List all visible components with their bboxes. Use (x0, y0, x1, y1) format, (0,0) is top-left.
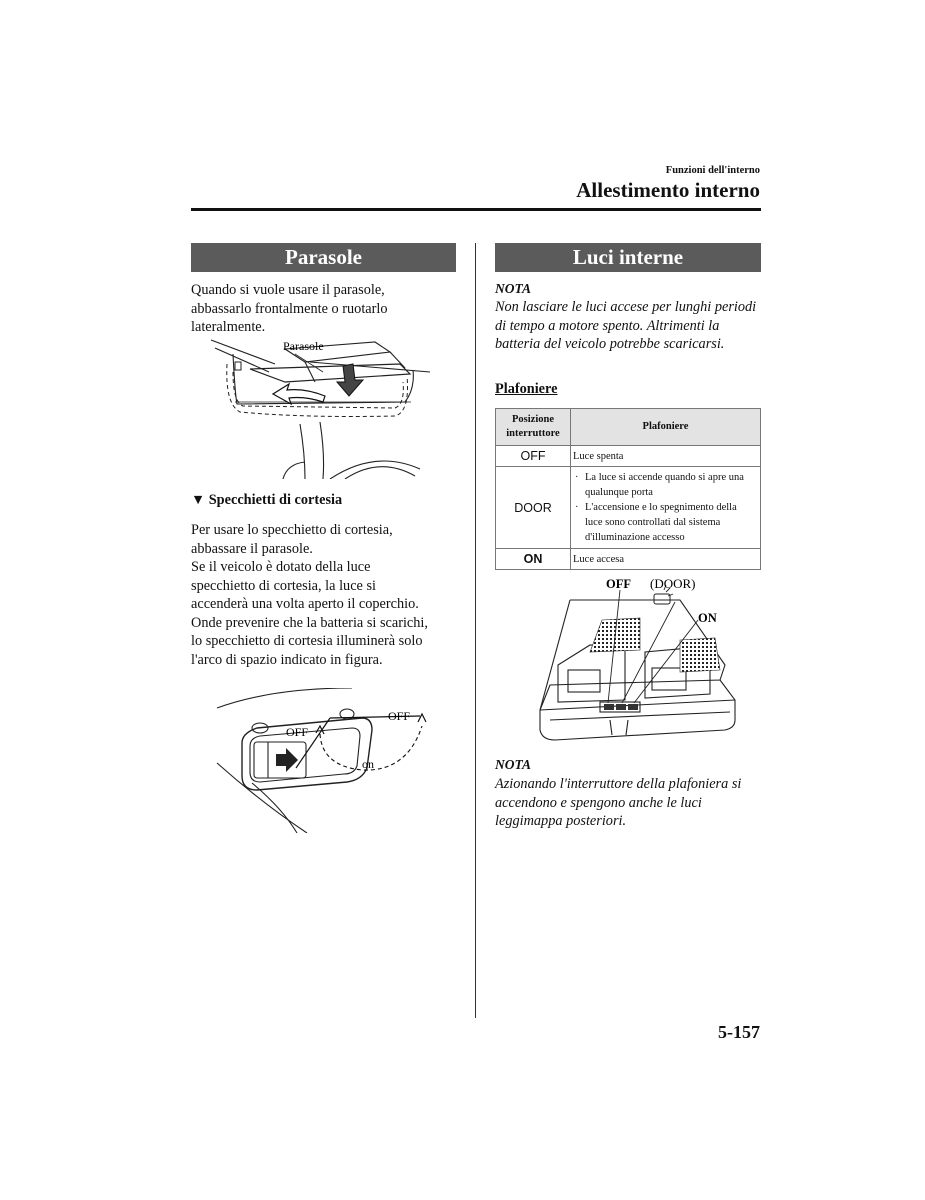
luci-interne-banner: Luci interne (495, 243, 761, 272)
bullet-text: La luce si accende quando si apre una qualunque porta (585, 472, 744, 498)
sun-visor-figure (205, 334, 445, 479)
table-cell-pos: ON (496, 549, 571, 570)
table-row (496, 467, 761, 549)
courtesy-mirror-text (191, 521, 431, 669)
switch-table (495, 408, 761, 570)
parasole-intro: Quando si vuole usare il parasole, abbassarlo frontalmente o ruotarlo lateralmente. (191, 282, 388, 335)
paragraph: Onde prevenire che la batteria si scarichi, lo specchietto di cortesia illuminerà solo l'arco di spazio indicato in figura. (191, 614, 428, 668)
header-rule (191, 208, 761, 211)
parasole-banner: Parasole (191, 243, 456, 272)
page-number: 5-157 (718, 1022, 760, 1042)
note2-text: Azionando l'interruttore della plafoniera si accendono e spengono anche le luci leggimappa posteriori. (495, 776, 742, 829)
fig2-off-left: OFF (286, 725, 309, 739)
bullet-text: L'accensione e lo spegnimento della luce sono controllati dal sistema d'illuminazione accesso (585, 502, 737, 543)
bullet-icon: · (575, 472, 579, 483)
fig1-label: Parasole (283, 339, 324, 353)
down-arrow-icon (337, 364, 363, 396)
table-header-lights: Plafoniere (571, 409, 761, 446)
courtesy-mirror-heading-text: Specchietti di cortesia (208, 492, 343, 508)
bullet-icon: · (575, 502, 579, 513)
courtesy-mirror-heading (191, 492, 342, 509)
table-cell-desc: Luce spenta (571, 446, 761, 467)
column-divider (475, 243, 476, 1018)
bullet-item (575, 470, 756, 500)
table-cell-desc (571, 467, 761, 549)
fig3-on: ON (698, 611, 717, 625)
table-header-row (496, 409, 761, 446)
table-row (496, 549, 761, 570)
note2-title: NOTA (495, 757, 532, 772)
bullet-item (575, 500, 756, 545)
triangle-icon: ▼ (191, 492, 209, 508)
overhead-light-figure (530, 570, 740, 748)
note1-text: Non lasciare le luci accese per lunghi periodi di tempo a motore spento. Altrimenti la batteria del veicolo potrebbe scaricarsi. (495, 299, 757, 352)
table-row (496, 446, 761, 467)
fig2-off-right: OFF (388, 709, 411, 723)
door-lamp-icon (654, 594, 670, 604)
fig2-on: on (362, 757, 374, 771)
vanity-mirror-figure (212, 688, 442, 833)
fig3-off: OFF (606, 577, 631, 591)
table-header-position: Posizione interruttore (496, 409, 571, 446)
paragraph: Se il veicolo è dotato della luce specchietto di cortesia, la luce si accenderà una volta aperto il coperchio. (191, 559, 419, 612)
table-cell-desc: Luce accesa (571, 549, 761, 570)
table-cell-pos: DOOR (496, 467, 571, 549)
arrow-right-icon (276, 748, 298, 772)
plafoniere-heading: Plafoniere (495, 381, 558, 397)
fig3-door: (DOOR) (650, 576, 696, 591)
rotate-arrow-icon (273, 384, 325, 404)
chapter-title: Funzioni dell'interno (665, 165, 760, 176)
paragraph: Per usare lo specchietto di cortesia, abbassare il parasole. (191, 522, 393, 557)
note1-title: NOTA (495, 281, 532, 296)
section-title: Allestimento interno (576, 178, 760, 202)
table-cell-pos: OFF (496, 446, 571, 467)
